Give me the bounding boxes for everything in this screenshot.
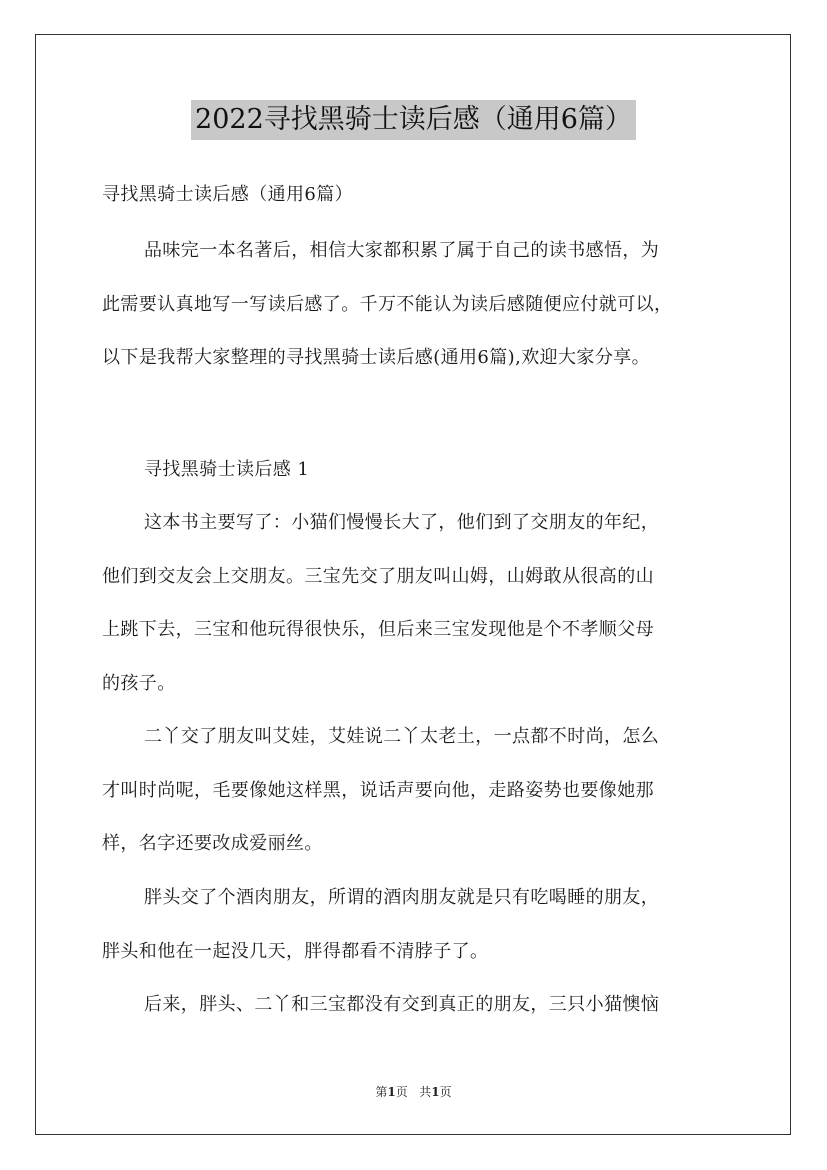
para2-line-1: 二丫交了朋友叫艾娃，艾娃说二丫太老土，一点都不时尚，怎么 [144,726,660,747]
para2-line-2: 才叫时尚呢，毛要像她这样黑，说话声要向他，走路姿势也要像她那 [102,780,654,801]
intro-line-2: 此需要认真地写一写读后感了。千万不能认为读后感随便应付就可以， [102,294,673,315]
footer-page-number: 1 [387,1085,396,1099]
footer-page-prefix: 第 [375,1085,388,1099]
para4-line-1: 后来，胖头、二丫和三宝都没有交到真正的朋友，三只小猫懊恼 [144,994,660,1015]
footer-page-suffix: 页 [395,1085,408,1099]
footer-total-number: 1 [431,1085,440,1099]
document-title-wrap [0,100,827,140]
subtitle: 寻找黑骑士读后感（通用6篇） [102,184,354,205]
para1-line-2: 他们到交友会上交朋友。三宝先交了朋友叫山姆，山姆敢从很高的山 [102,566,654,587]
para3-line-1: 胖头交了个酒肉朋友，所谓的酒肉朋友就是只有吃喝睡的朋友， [144,887,660,908]
para3-line-2: 胖头和他在一起没几天，胖得都看不清脖子了。 [102,941,489,962]
para1-line-1: 这本书主要写了：小猫们慢慢长大了，他们到了交朋友的年纪， [144,512,660,533]
footer-total-prefix: 共 [419,1085,432,1099]
document-title: 2022寻找黑骑士读后感（通用6篇） [191,100,636,140]
section-heading: 寻找黑骑士读后感 1 [144,459,310,480]
footer-total-suffix: 页 [439,1085,452,1099]
para1-line-4: 的孩子。 [102,673,176,694]
para2-line-3: 样，名字还要改成爱丽丝。 [102,833,323,854]
para1-line-3: 上跳下去，三宝和他玩得很快乐，但后来三宝发现他是个不孝顺父母 [102,619,654,640]
intro-line-3: 以下是我帮大家整理的寻找黑骑士读后感(通用6篇),欢迎大家分享。 [102,347,651,368]
page-footer [0,1083,827,1100]
intro-line-1: 品味完一本名著后，相信大家都积累了属于自己的读书感悟，为 [144,240,660,261]
